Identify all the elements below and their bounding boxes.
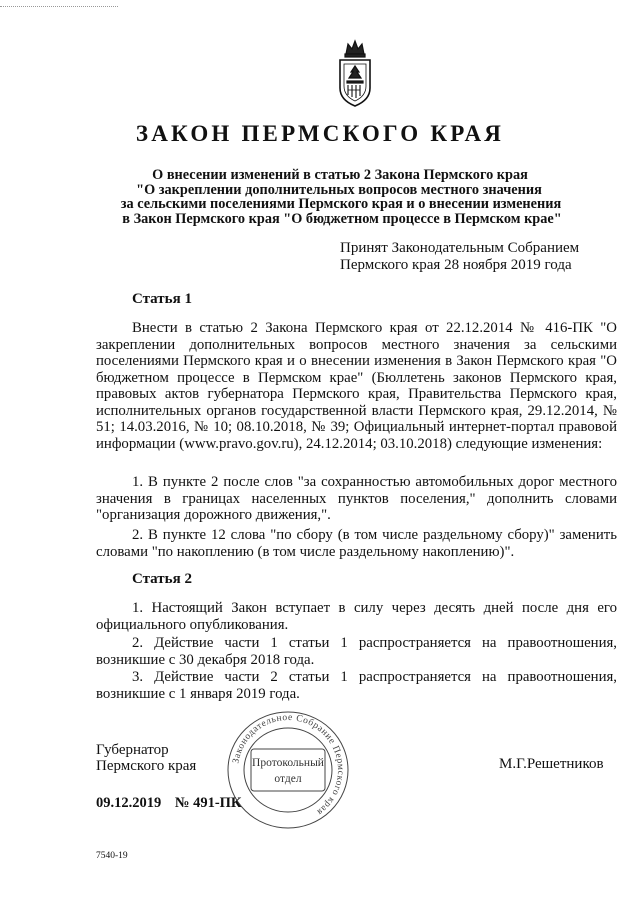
article-1-item-1: 1. В пункте 2 после слов "за сохранностью автомобильных дорог местного значения в границах населенных пунктов поселения," дополнить словами "организация дорожного движения,". (96, 474, 617, 523)
article-1-heading: Статья 1 (132, 291, 192, 307)
scan-edge-line (0, 6, 118, 7)
article-1-item-2: 2. В пункте 12 слова "по сбору (в том числе раздельному сбору)" заменить словами "по накоплению (в том числе раздельному накоплению)". (96, 527, 617, 560)
signing-date: 09.12.2019 (96, 795, 162, 811)
position-line: Губернатор (96, 742, 169, 758)
protocol-department-stamp (213, 705, 363, 835)
article-1-paragraph: Внести в статью 2 Закона Пермского края от 22.12.2014 № 416-ПК "О закреплении дополнительных вопросов местного значения за сельскими поселениями Пермского края и о внесении изменения в Закон Пермского края "О бюджетном процессе в Пермском крае" (Бюллетень законов Пермского края, правовых актов губернатора Пермского края, Правительства Пермского края, исполнительных органов государственной власти Пермского края, 29.12.2014, № 51; 14.03.2016, № 10; 08.10.2018, № 39; Официальный интернет-портал правовой информации (www.pravo.gov.ru), 24.12.2014; 03.10.2018) следующие изменения: (96, 320, 617, 452)
adoption-line: Пермского края 28 ноября 2019 года (340, 256, 572, 273)
signatory-position (96, 742, 196, 774)
position-line: Пермского края (96, 758, 197, 774)
subtitle-line: за сельскими поселениями Пермского края и о внесении изменения (120, 196, 562, 212)
subtitle-line: О внесении изменений в статью 2 Закона Пермского края (152, 167, 528, 183)
document-title: ЗАКОН ПЕРМСКОГО КРАЯ (135, 121, 505, 146)
article-2-item-3: 3. Действие части 2 статьи 1 распространяется на правоотношения, возникшие с 1 января 2019 года. (96, 669, 617, 702)
article-2-item-1: 1. Настоящий Закон вступает в силу через десять дней после дня его официального опубликования. (96, 600, 617, 633)
article-2-item-2: 2. Действие части 1 статьи 1 распространяется на правоотношения, возникшие с 30 декабря 2018 года. (96, 635, 617, 668)
signing-date-number (96, 795, 251, 812)
article-2-heading: Статья 2 (132, 571, 192, 587)
coat-of-arms-icon (334, 38, 376, 108)
law-number: № 491-ПК (174, 795, 242, 811)
subtitle-line: "О закреплении дополнительных вопросов местного значения (136, 181, 542, 198)
adoption-note (340, 240, 579, 273)
signatory-name: М.Г.Решетников (499, 756, 604, 772)
stamp-inner-line: отдел (274, 773, 302, 785)
law-subtitle (0, 168, 640, 226)
stamp-inner-line: Протокольный (252, 757, 324, 769)
document-code: 7540-19 (96, 851, 128, 861)
adoption-line: Принят Законодательным Собранием (340, 240, 580, 256)
subtitle-line: в Закон Пермского края "О бюджетном процессе в Пермском крае" (122, 210, 562, 227)
stamp-ring-text: Законодательное Собрание Пермского края (231, 712, 346, 817)
